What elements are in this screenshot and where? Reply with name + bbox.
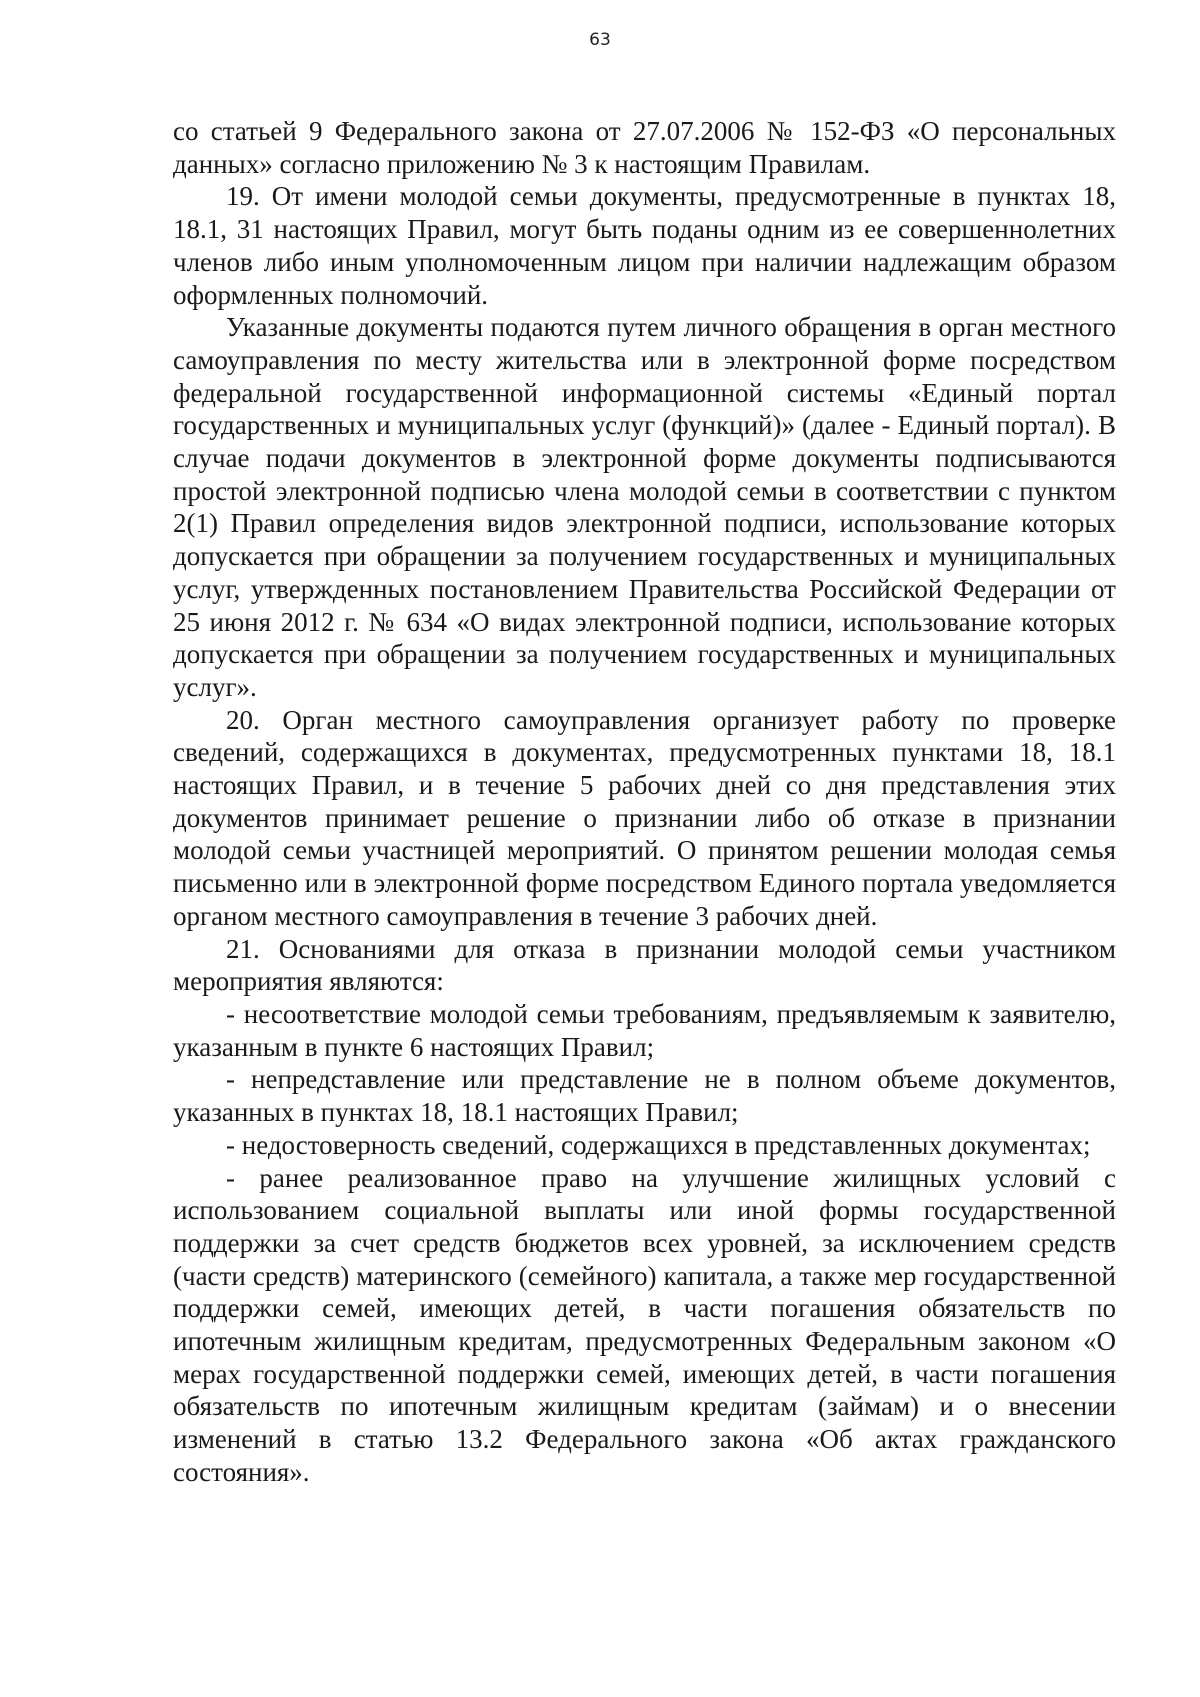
refusal-ground-noncompliance: - несоответствие молодой семьи требованиям, предъявляемым к заявителю, указанным в пункте 6 настоящих Правил; xyxy=(173,998,1116,1062)
paragraph-19: 19. От имени молодой семьи документы, предусмотренные в пунктах 18, 18.1, 31 настоящих Правил, могут быть поданы одним из ее совершеннолетних членов либо иным уполномоченным лицом при наличии надлежащим образом оформленных полномочий. xyxy=(173,181,1116,310)
paragraph-continuation-art9: со статьей 9 Федерального закона от 27.07.2006 № 152-ФЗ «О персональных данных» согласно приложению № 3 к настоящим Правилам. xyxy=(173,116,1116,179)
page-number: 63 xyxy=(589,30,611,50)
refusal-ground-prior-right-used: - ранее реализованное право на улучшение жилищных условий с использованием социальной выплаты или иной формы государственной поддержки за счет средств бюджетов всех уровней, за исключением средств (части средств) материнского (семейного) капитала, а также мер государственной поддержки семей, имеющих детей, в части погашения обязательств по ипотечным жилищным кредитам, предусмотренных Федеральным законом «О мерах государственной поддержки семей, имеющих детей, в части погашения обязательств по ипотечным жилищным кредитам (займам) и о внесении изменений в статью 13.2 Федерального закона «Об актах гражданского состояния». xyxy=(173,1162,1116,1487)
refusal-ground-false-information: - недостоверность сведений, содержащихся в представленных документах; xyxy=(226,1129,1091,1160)
document-body xyxy=(173,115,1116,1489)
paragraph-20: 20. Орган местного самоуправления организует работу по проверке сведений, содержащихся в документах, предусмотренных пунктами 18, 18.1 настоящих Правил, и в течение 5 рабочих дней со дня представления этих документов принимает решение о признании либо об отказе в признании молодой семьи участницей мероприятий. О принятом решении молодая семья письменно или в электронной форме посредством Единого портала уведомляется органом местного самоуправления в течение 3 рабочих дней. xyxy=(173,704,1116,931)
paragraph-21: 21. Основаниями для отказа в признании молодой семьи участником мероприятия являются: xyxy=(173,933,1116,997)
refusal-ground-missing-documents: - непредставление или представление не в полном объеме документов, указанных в пунктах 18, 18.1 настоящих Правил; xyxy=(173,1064,1116,1128)
paragraph-submission-methods: Указанные документы подаются путем личного обращения в орган местного самоуправления по месту жительства или в электронной форме посредством федеральной государственной информационной системы «Единый портал государственных и муниципальных услуг (функций)» (далее - Единый портал). В случае подачи документов в электронной форме документы подписываются простой электронной подписью члена молодой семьи в соответствии с пунктом 2(1) Правил определения видов электронной подписи, использование которых допускается при обращении за получением государственных и муниципальных услуг, утвержденных постановлением Правительства Российской Федерации от 25 июня 2012 г. № 634 «О видах электронной подписи, использование которых допускается при обращении за получением государственных и муниципальных услуг». xyxy=(173,312,1116,702)
